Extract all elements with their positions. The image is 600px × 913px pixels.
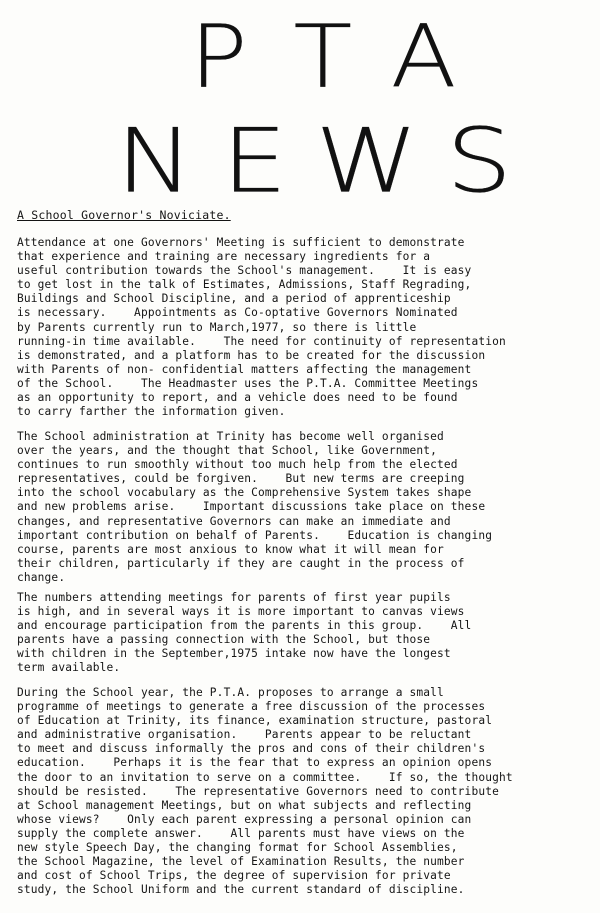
article-paragraph-1: [17, 236, 600, 419]
text-line: is high, and in several ways it is more important to canvas views: [17, 605, 465, 619]
article-paragraph-2: [17, 430, 600, 585]
masthead-news: NEWS: [115, 109, 541, 213]
text-line: into the school vocabulary as the Comprehensive System takes shape: [17, 486, 472, 500]
text-line: programme of meetings to generate a free discussion of the processes: [17, 700, 486, 714]
text-line: new style Speech Day, the changing format for School Assemblies,: [17, 841, 458, 855]
text-line: changes, and representative Governors can make an immediate and: [17, 514, 451, 528]
text-line: with Parents of non- confidential matters affecting the management: [17, 362, 472, 376]
text-line: their children, particularly if they are caught in the process of: [17, 556, 465, 570]
text-line: the School Magazine, the level of Examination Results, the number: [17, 855, 465, 869]
text-line: and new problems arise. Important discussions take place on these: [17, 500, 486, 514]
text-line: by Parents currently run to March,1977, so there is little: [17, 320, 417, 334]
text-line: is demonstrated, and a platform has to be created for the discussion: [17, 348, 486, 362]
text-line: to carry farther the information given.: [17, 405, 286, 419]
text-line: running-in time available. The need for continuity of representation: [17, 334, 506, 348]
text-line: The numbers attending meetings for parents of first year pupils: [17, 591, 451, 604]
text-line: parents have a passing connection with the School, but those: [17, 633, 431, 647]
text-line: term available.: [17, 661, 121, 675]
text-line: and administrative organisation. Parents appear to be reluctant: [17, 728, 472, 742]
article-heading: A School Governor's Noviciate.: [17, 208, 231, 222]
text-line: representatives, could be forgiven. But new terms are creeping: [17, 472, 465, 486]
text-line: study, the School Uniform and the current standard of discipline.: [17, 883, 465, 897]
text-line: is necessary. Appointments as Co-optative Governors Nominated: [17, 306, 458, 320]
text-line: over the years, and the thought that School, like Government,: [17, 444, 438, 458]
article-paragraph-3: [17, 591, 600, 676]
text-line: whose views? Only each parent expressing a personal opinion can: [17, 812, 472, 826]
text-line: the door to an invitation to serve on a committee. If so, the thought: [17, 770, 513, 784]
text-line: should be resisted. The representative Governors need to contribute: [17, 784, 499, 798]
text-line: useful contribution towards the School's management. It is easy: [17, 264, 472, 278]
text-line: important contribution on behalf of Parents. Education is changing: [17, 528, 493, 542]
text-line: continues to run smoothly without too much help from the elected: [17, 458, 458, 472]
text-line: to meet and discuss informally the pros and cons of their children's: [17, 742, 486, 756]
text-line: of Education at Trinity, its finance, examination structure, pastoral: [17, 714, 493, 728]
text-line: and cost of School Trips, the degree of supervision for private: [17, 869, 451, 883]
text-line: that experience and training are necessary ingredients for a: [17, 250, 431, 264]
text-line: to get lost in the talk of Estimates, Admissions, Staff Regrading,: [17, 278, 472, 292]
text-line: During the School year, the P.T.A. proposes to arrange a small: [17, 686, 444, 699]
masthead-pta: PTA: [189, 6, 503, 108]
text-line: change.: [17, 570, 66, 584]
text-line: Attendance at one Governors' Meeting is sufficient to demonstrate: [17, 236, 465, 249]
article-paragraph-4: [17, 686, 600, 897]
text-line: education. Perhaps it is the fear that to express an opinion opens: [17, 756, 493, 770]
text-line: Buildings and School Discipline, and a period of apprenticeship: [17, 292, 451, 306]
text-line: course, parents are most anxious to know what it will mean for: [17, 542, 444, 556]
text-line: at School management Meetings, but on what subjects and reflecting: [17, 798, 472, 812]
text-line: The School administration at Trinity has become well organised: [17, 430, 444, 443]
text-line: and encourage participation from the parents in this group. All: [17, 619, 472, 633]
text-line: as an opportunity to report, and a vehicle does need to be found: [17, 391, 458, 405]
text-line: of the School. The Headmaster uses the P.T.A. Committee Meetings: [17, 376, 479, 390]
text-line: supply the complete answer. All parents must have views on the: [17, 826, 465, 840]
text-line: with children in the September,1975 intake now have the longest: [17, 647, 451, 661]
